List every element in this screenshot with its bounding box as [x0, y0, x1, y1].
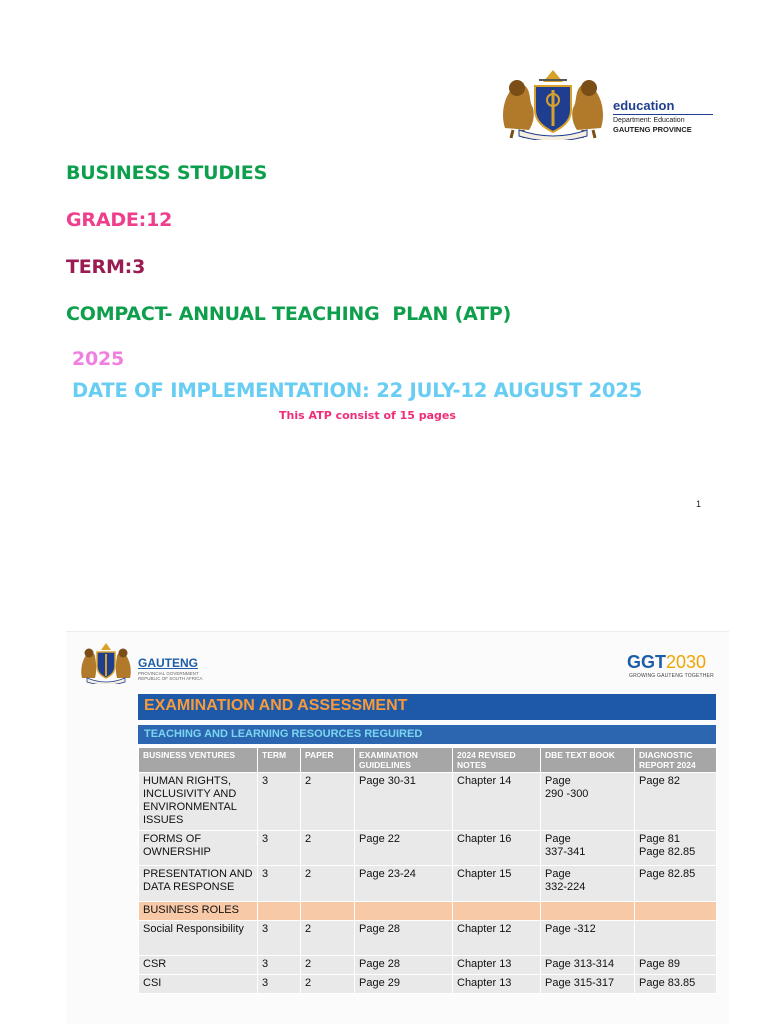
- gauteng-crest-icon: [79, 642, 133, 684]
- table-cell: Social Responsibility: [139, 921, 258, 956]
- column-header: BUSINESS VENTURES: [139, 748, 258, 773]
- table-cell: 2: [301, 866, 355, 902]
- gauteng-wordmark: GAUTENG: [138, 656, 198, 670]
- table-cell: Page 83.85: [635, 975, 717, 994]
- plan-heading: COMPACT- ANNUAL TEACHING PLAN (ATP): [66, 303, 512, 325]
- table-cell: Page 290 -300: [541, 773, 635, 831]
- gauteng-subtitle: [138, 671, 203, 681]
- table-cell: Page 81 Page 82.85: [635, 831, 717, 866]
- table-cell: [301, 902, 355, 921]
- exam-title: EXAMINATION AND ASSESSMENT: [144, 697, 408, 714]
- resources-title-bar: [138, 725, 716, 744]
- table-cell: Chapter 12: [453, 921, 541, 956]
- column-header: DIAGNOSTIC REPORT 2024: [635, 748, 717, 773]
- table-cell: PRESENTATION AND DATA RESPONSE: [139, 866, 258, 902]
- table-row: [139, 866, 717, 902]
- table-cell: 3: [258, 956, 301, 975]
- assessment-page: [66, 631, 729, 1024]
- logo-department-text: Department: Education: [613, 117, 685, 124]
- table-cell: [635, 902, 717, 921]
- subject-heading: BUSINESS STUDIES: [66, 162, 268, 184]
- logo-province-text: GAUTENG PROVINCE: [613, 125, 692, 134]
- table-cell: Chapter 15: [453, 866, 541, 902]
- table-row: [139, 921, 717, 956]
- table-section-row: [139, 902, 717, 921]
- page-number: 1: [696, 499, 702, 509]
- gauteng-subtitle-line-2: REPUBLIC OF SOUTH AFRICA: [138, 676, 203, 681]
- table-cell: Chapter 16: [453, 831, 541, 866]
- table-cell: Chapter 13: [453, 956, 541, 975]
- table-cell: 3: [258, 866, 301, 902]
- table-header-row: [139, 748, 717, 773]
- term-heading: TERM:3: [66, 256, 146, 278]
- table-cell: 2: [301, 921, 355, 956]
- ggt-year-text: 2030: [666, 652, 707, 672]
- table-cell: CSR: [139, 956, 258, 975]
- table-cell: Page 29: [355, 975, 453, 994]
- table-row: [139, 773, 717, 831]
- table-cell: 2: [301, 975, 355, 994]
- table-cell: FORMS OF OWNERSHIP: [139, 831, 258, 866]
- logo-education-text: education: [613, 98, 713, 115]
- table-cell: Page 337-341: [541, 831, 635, 866]
- table-cell: Page -312: [541, 921, 635, 956]
- column-header: PAPER: [301, 748, 355, 773]
- page-count-note: This ATP consist of 15 pages: [279, 409, 456, 422]
- table-cell: [635, 921, 717, 956]
- ggt2030-logo: [627, 652, 706, 673]
- table-cell: 3: [258, 975, 301, 994]
- table-cell: 3: [258, 773, 301, 831]
- grade-heading: GRADE:12: [66, 209, 173, 231]
- resources-title: TEACHING AND LEARNING RESOURCES REGUIRED: [144, 728, 423, 740]
- assessment-table: [138, 747, 717, 994]
- table-cell: Page 28: [355, 921, 453, 956]
- table-cell: CSI: [139, 975, 258, 994]
- exam-title-bar: [138, 694, 716, 720]
- table-cell: [355, 902, 453, 921]
- coat-of-arms-icon: [497, 68, 609, 140]
- table-cell: [258, 902, 301, 921]
- ggt-tagline: GROWING GAUTENG TOGETHER: [629, 673, 714, 679]
- table-row: [139, 975, 717, 994]
- table-cell: BUSINESS ROLES: [139, 902, 258, 921]
- column-header: EXAMINATION GUIDELINES: [355, 748, 453, 773]
- table-cell: 3: [258, 831, 301, 866]
- table-cell: 2: [301, 956, 355, 975]
- table-cell: HUMAN RIGHTS, INCLUSIVITY AND ENVIRONMENTAL ISSUES: [139, 773, 258, 831]
- table-cell: Page 82.85: [635, 866, 717, 902]
- table-cell: [541, 902, 635, 921]
- table-cell: 2: [301, 773, 355, 831]
- table-cell: [453, 902, 541, 921]
- table-row: [139, 831, 717, 866]
- table-cell: Page 22: [355, 831, 453, 866]
- table-cell: Page 82: [635, 773, 717, 831]
- table-cell: Chapter 14: [453, 773, 541, 831]
- column-header: DBE TEXT BOOK: [541, 748, 635, 773]
- gauteng-subtitle-line-1: PROVINCIAL GOVERNMENT: [138, 671, 199, 676]
- table-cell: Page 313-314: [541, 956, 635, 975]
- implementation-date-heading: DATE OF IMPLEMENTATION: 22 JULY-12 AUGUST 2025: [72, 379, 643, 402]
- table-cell: Page 332-224: [541, 866, 635, 902]
- year-heading: 2025: [72, 348, 125, 370]
- table-cell: Page 30-31: [355, 773, 453, 831]
- table-cell: 2: [301, 831, 355, 866]
- table-row: [139, 956, 717, 975]
- table-cell: 3: [258, 921, 301, 956]
- education-logo: [497, 68, 712, 142]
- table-cell: Page 315-317: [541, 975, 635, 994]
- table-cell: Page 89: [635, 956, 717, 975]
- table-cell: Chapter 13: [453, 975, 541, 994]
- table-cell: Page 28: [355, 956, 453, 975]
- table-cell: Page 23-24: [355, 866, 453, 902]
- ggt-text: GGT: [627, 652, 666, 672]
- column-header: 2024 REVISED NOTES: [453, 748, 541, 773]
- column-header: TERM: [258, 748, 301, 773]
